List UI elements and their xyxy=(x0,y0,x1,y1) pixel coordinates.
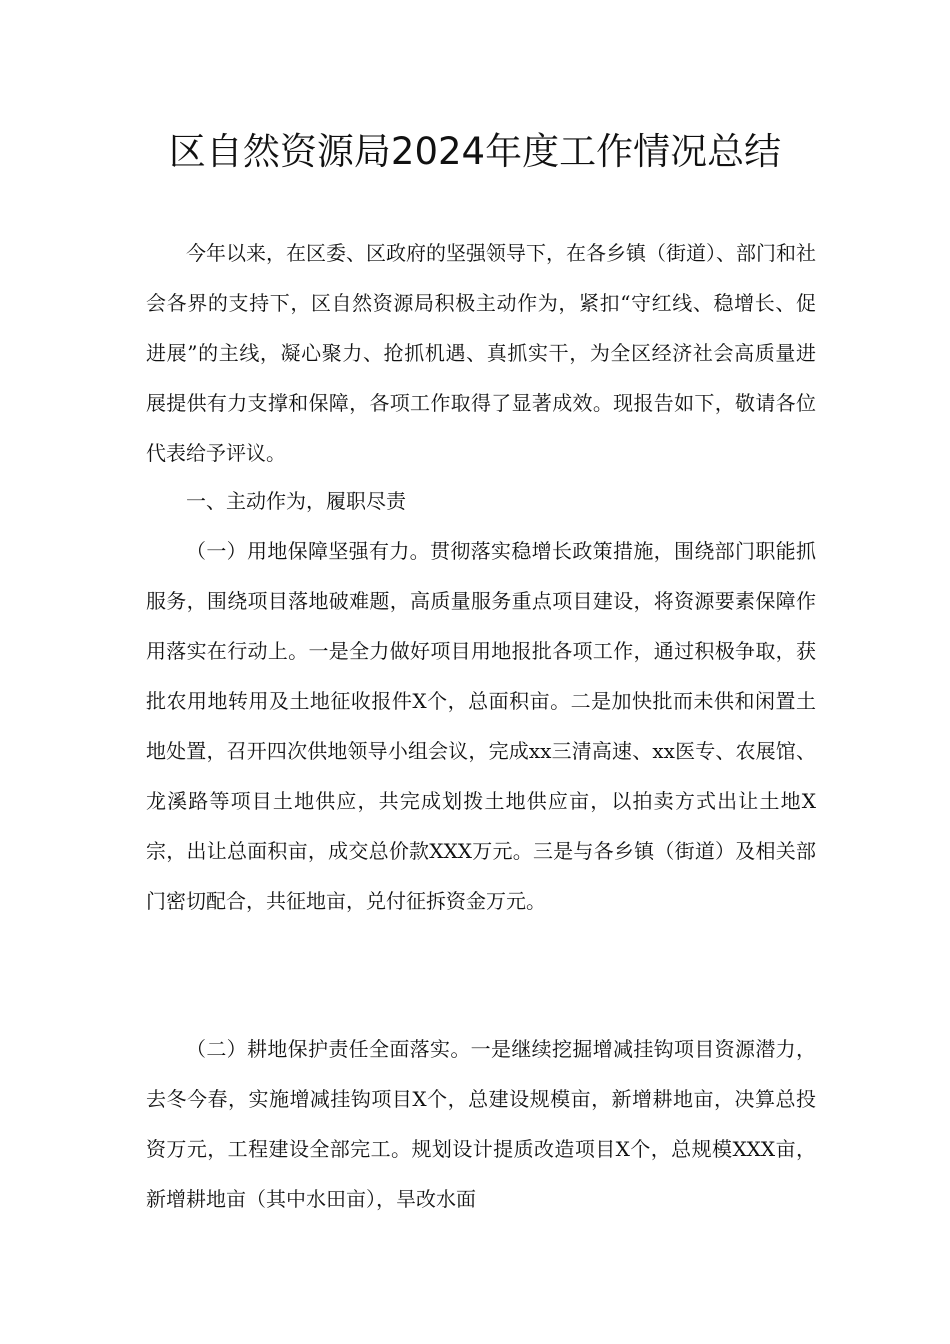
subsection-paragraph-1: （一）用地保障坚强有力。贯彻落实稳增长政策措施，围绕部门职能抓服务，围绕项目落地破难题，高质量服务重点项目建设，将资源要素保障作用落实在行动上。一是全力做好项目用地报批各项工作，通过积极争取，获批农用地转用及土地征收报件X个，总面积亩。二是加快批而未供和闲置土地处置，召开四次供地领导小组会议，完成xx三清高速、xx医专、农展馆、龙溪路等项目土地供应，共完成划拨土地供应亩，以拍卖方式出让土地X宗，出让总面积亩，成交总价款XXX万元。三是与各乡镇（街道）及相关部门密切配合，共征地亩，兑付征拆资金万元。 xyxy=(146,539,816,913)
subsection-paragraph-2: （二）耕地保护责任全面落实。一是继续挖掘增减挂钩项目资源潜力，去冬今春，实施增减挂钩项目X个，总建设规模亩，新增耕地亩，决算总投资万元，工程建设全部完工。规划设计提质改造项目X个，总规模XXX亩，新增耕地亩（其中水田亩），旱改水面 xyxy=(146,1037,816,1211)
intro-paragraph: 今年以来，在区委、区政府的坚强领导下，在各乡镇（街道）、部门和社会各界的支持下，区自然资源局积极主动作为，紧扣“守红线、稳增长、促进展”的主线，凝心聚力、抢抓机遇、真抓实干，为全区经济社会高质量进展提供有力支撑和保障，各项工作取得了显著成效。现报告如下，敬请各位代表给予评议。 xyxy=(146,241,816,465)
section-heading-1: 一、主动作为，履职尽责 xyxy=(186,489,406,513)
document-title: 区自然资源局2024年度工作情况总结 xyxy=(168,130,782,173)
